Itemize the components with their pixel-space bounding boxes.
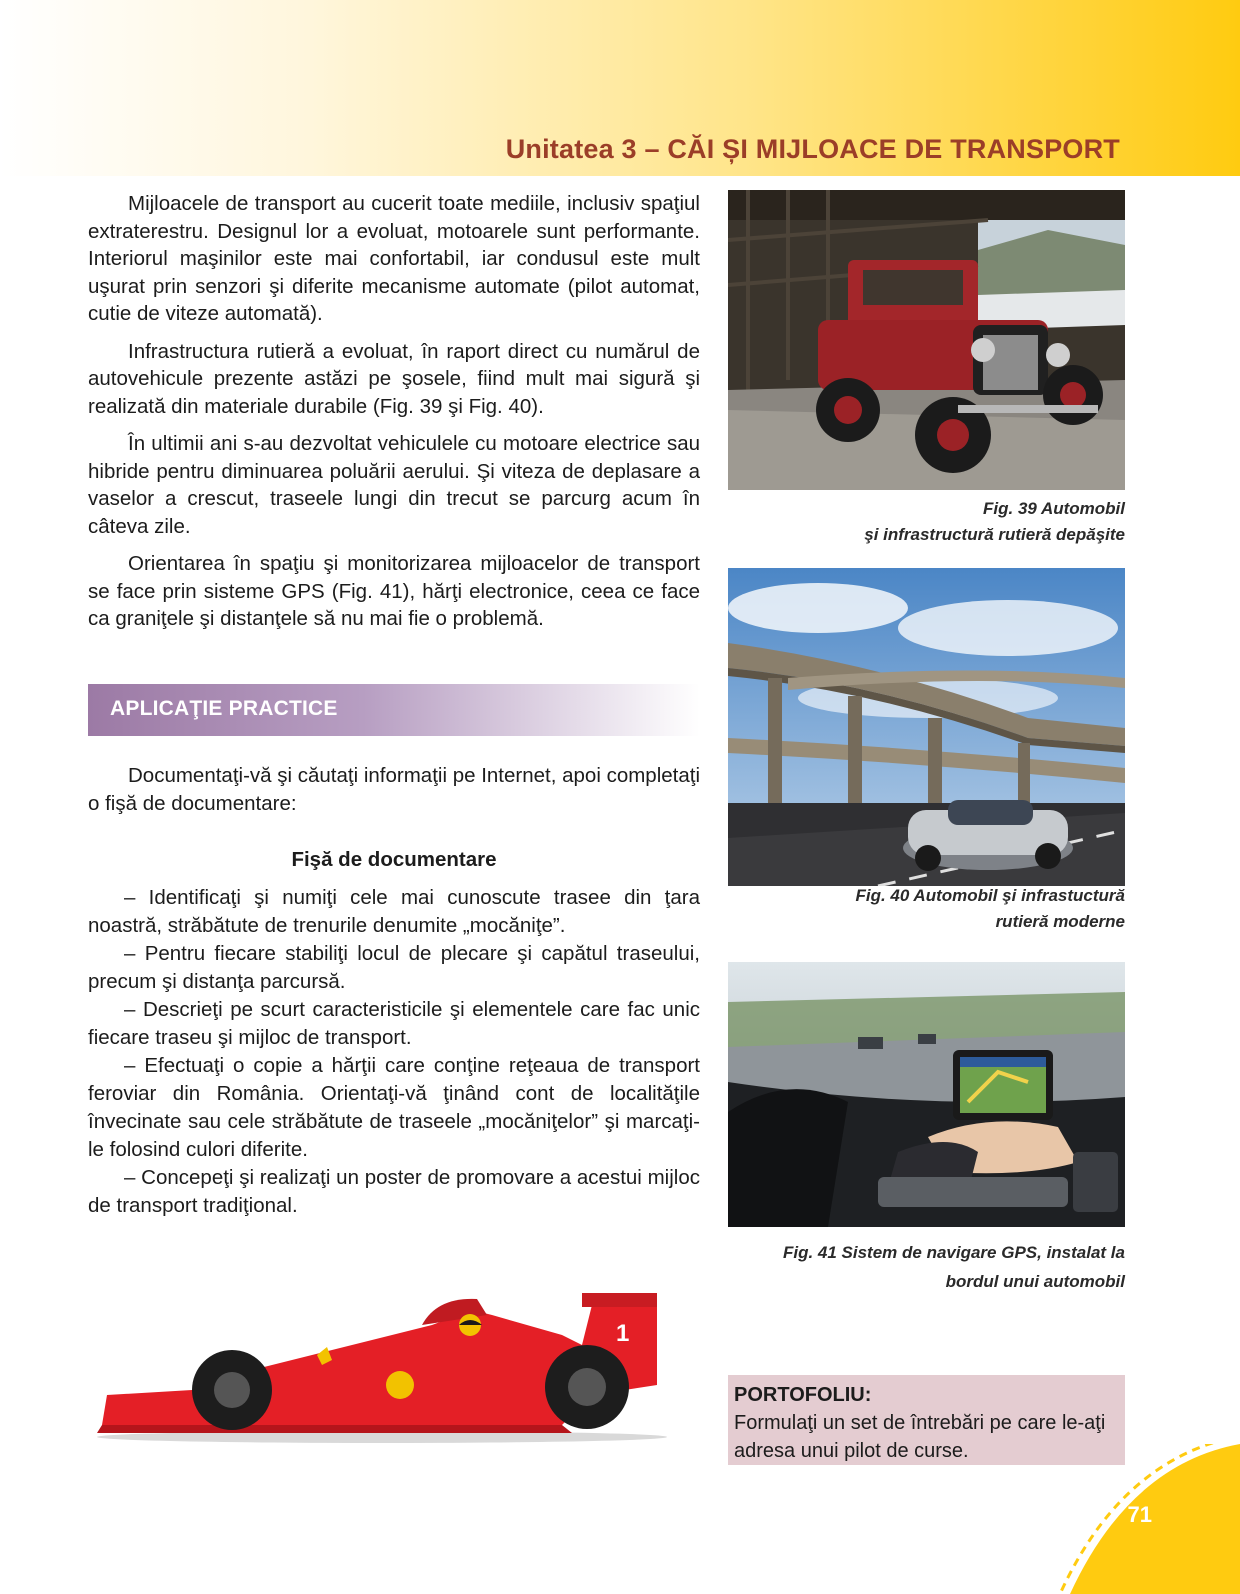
fig39-caption-line1: Fig. 39 Automobil <box>983 499 1125 518</box>
fig40-photo <box>728 568 1125 886</box>
paragraph-3: În ultimii ani s-au dezvoltat vehiculele cu motoare electrice sau hibride pentru diminuarea poluării aerului. Şi viteza de deplasare a vaselor a crescut, traseele lungi din trecut se parcurg acum în câteva zile. <box>88 432 700 538</box>
fisa-item: – Efectuaţi o copie a hărţii care conţine reţeaua de transport feroviar din România. Orientaţi-vă ţinând cont de localităţile învecinate sau cele străbătute de traseele „mocăniţelor” şi marcaţi-le folosind culori diferite. <box>88 1054 700 1161</box>
fisa-item: – Pentru fiecare stabiliţi locul de plecare şi capătul traseului, precum şi distanţa parcursă. <box>88 942 700 993</box>
fig41-caption-line2: bordul unui automobil <box>945 1272 1125 1291</box>
portofoliu-text: Formulaţi un set de întrebări pe care le-aţi adresa unui pilot de curse. <box>734 1412 1106 1462</box>
unit-title: Unitatea 3 – CĂI ȘI MIJLOACE DE TRANSPORT <box>505 134 1120 164</box>
fisa-item: – Descrieţi pe scurt caracteristicile şi elementele care fac unic fiecare traseu şi mijloc de transport. <box>88 998 700 1049</box>
fig39-photo <box>728 190 1125 490</box>
fig41-caption <box>783 1238 1125 1296</box>
portofoliu-title: PORTOFOLIU: <box>734 1384 872 1406</box>
fisa-title: Fişă de documentare <box>291 848 497 871</box>
fig39-caption <box>864 496 1125 548</box>
fig40-caption-line1: Fig. 40 Automobil şi infrastuctură <box>855 886 1125 905</box>
fig39-caption-line2: şi infrastructură rutieră depăşite <box>864 525 1125 544</box>
main-text <box>88 190 700 643</box>
fig40-caption-line2: rutieră moderne <box>995 912 1125 931</box>
fig40-caption <box>855 883 1125 935</box>
aplicatie-intro: Documentaţi-vă şi căutaţi informaţii pe Internet, apoi completaţi o fişă de documentare: <box>88 764 700 815</box>
aplicatie-heading: APLICAŢIE PRACTICE <box>110 697 338 720</box>
fisa-item: – Concepeţi şi realizaţi un poster de promovare a acestui mijloc de transport tradiţional. <box>88 1166 700 1217</box>
fisa-item: – Identificaţi şi numiţi cele mai cunoscute trasee din ţara noastră, străbătute de trenurile denumite „mocăniţe”. <box>88 886 700 937</box>
paragraph-1: Mijloacele de transport au cucerit toate mediile, inclusiv spaţiul extraterestru. Designul lor a evoluat, motoarele sunt performante. Interiorul maşinilor este mai confortabil, iar condusul este mult uşurat prin senzori şi diferite mecanisme automate (pilot automat, cutie de viteze automată). <box>88 192 700 325</box>
fig41-photo <box>728 962 1125 1227</box>
aplicatie-practice-banner <box>88 684 700 736</box>
fisa-list <box>88 884 700 1220</box>
race-car-illustration <box>92 1285 672 1445</box>
fig41-caption-line1: Fig. 41 Sistem de navigare GPS, instalat la <box>782 1243 1125 1262</box>
paragraph-2: Infrastructura rutieră a evoluat, în raport direct cu numărul de autovehicule prezente astăzi pe şosele, fiind mult mai sigură şi realizată din materiale durabile (Fig. 39 şi Fig. 40). <box>88 339 700 418</box>
paragraph-4: Orientarea în spaţiu şi monitorizarea mijloacelor de transport se face prin sisteme GPS (Fig. 41), hărţi electronice, ceea ce face ca graniţele şi distanţele să nu mai fie o problemă. <box>88 552 700 630</box>
page-number: 71 <box>1127 1502 1152 1527</box>
race-car-number: 1 <box>616 1320 630 1347</box>
